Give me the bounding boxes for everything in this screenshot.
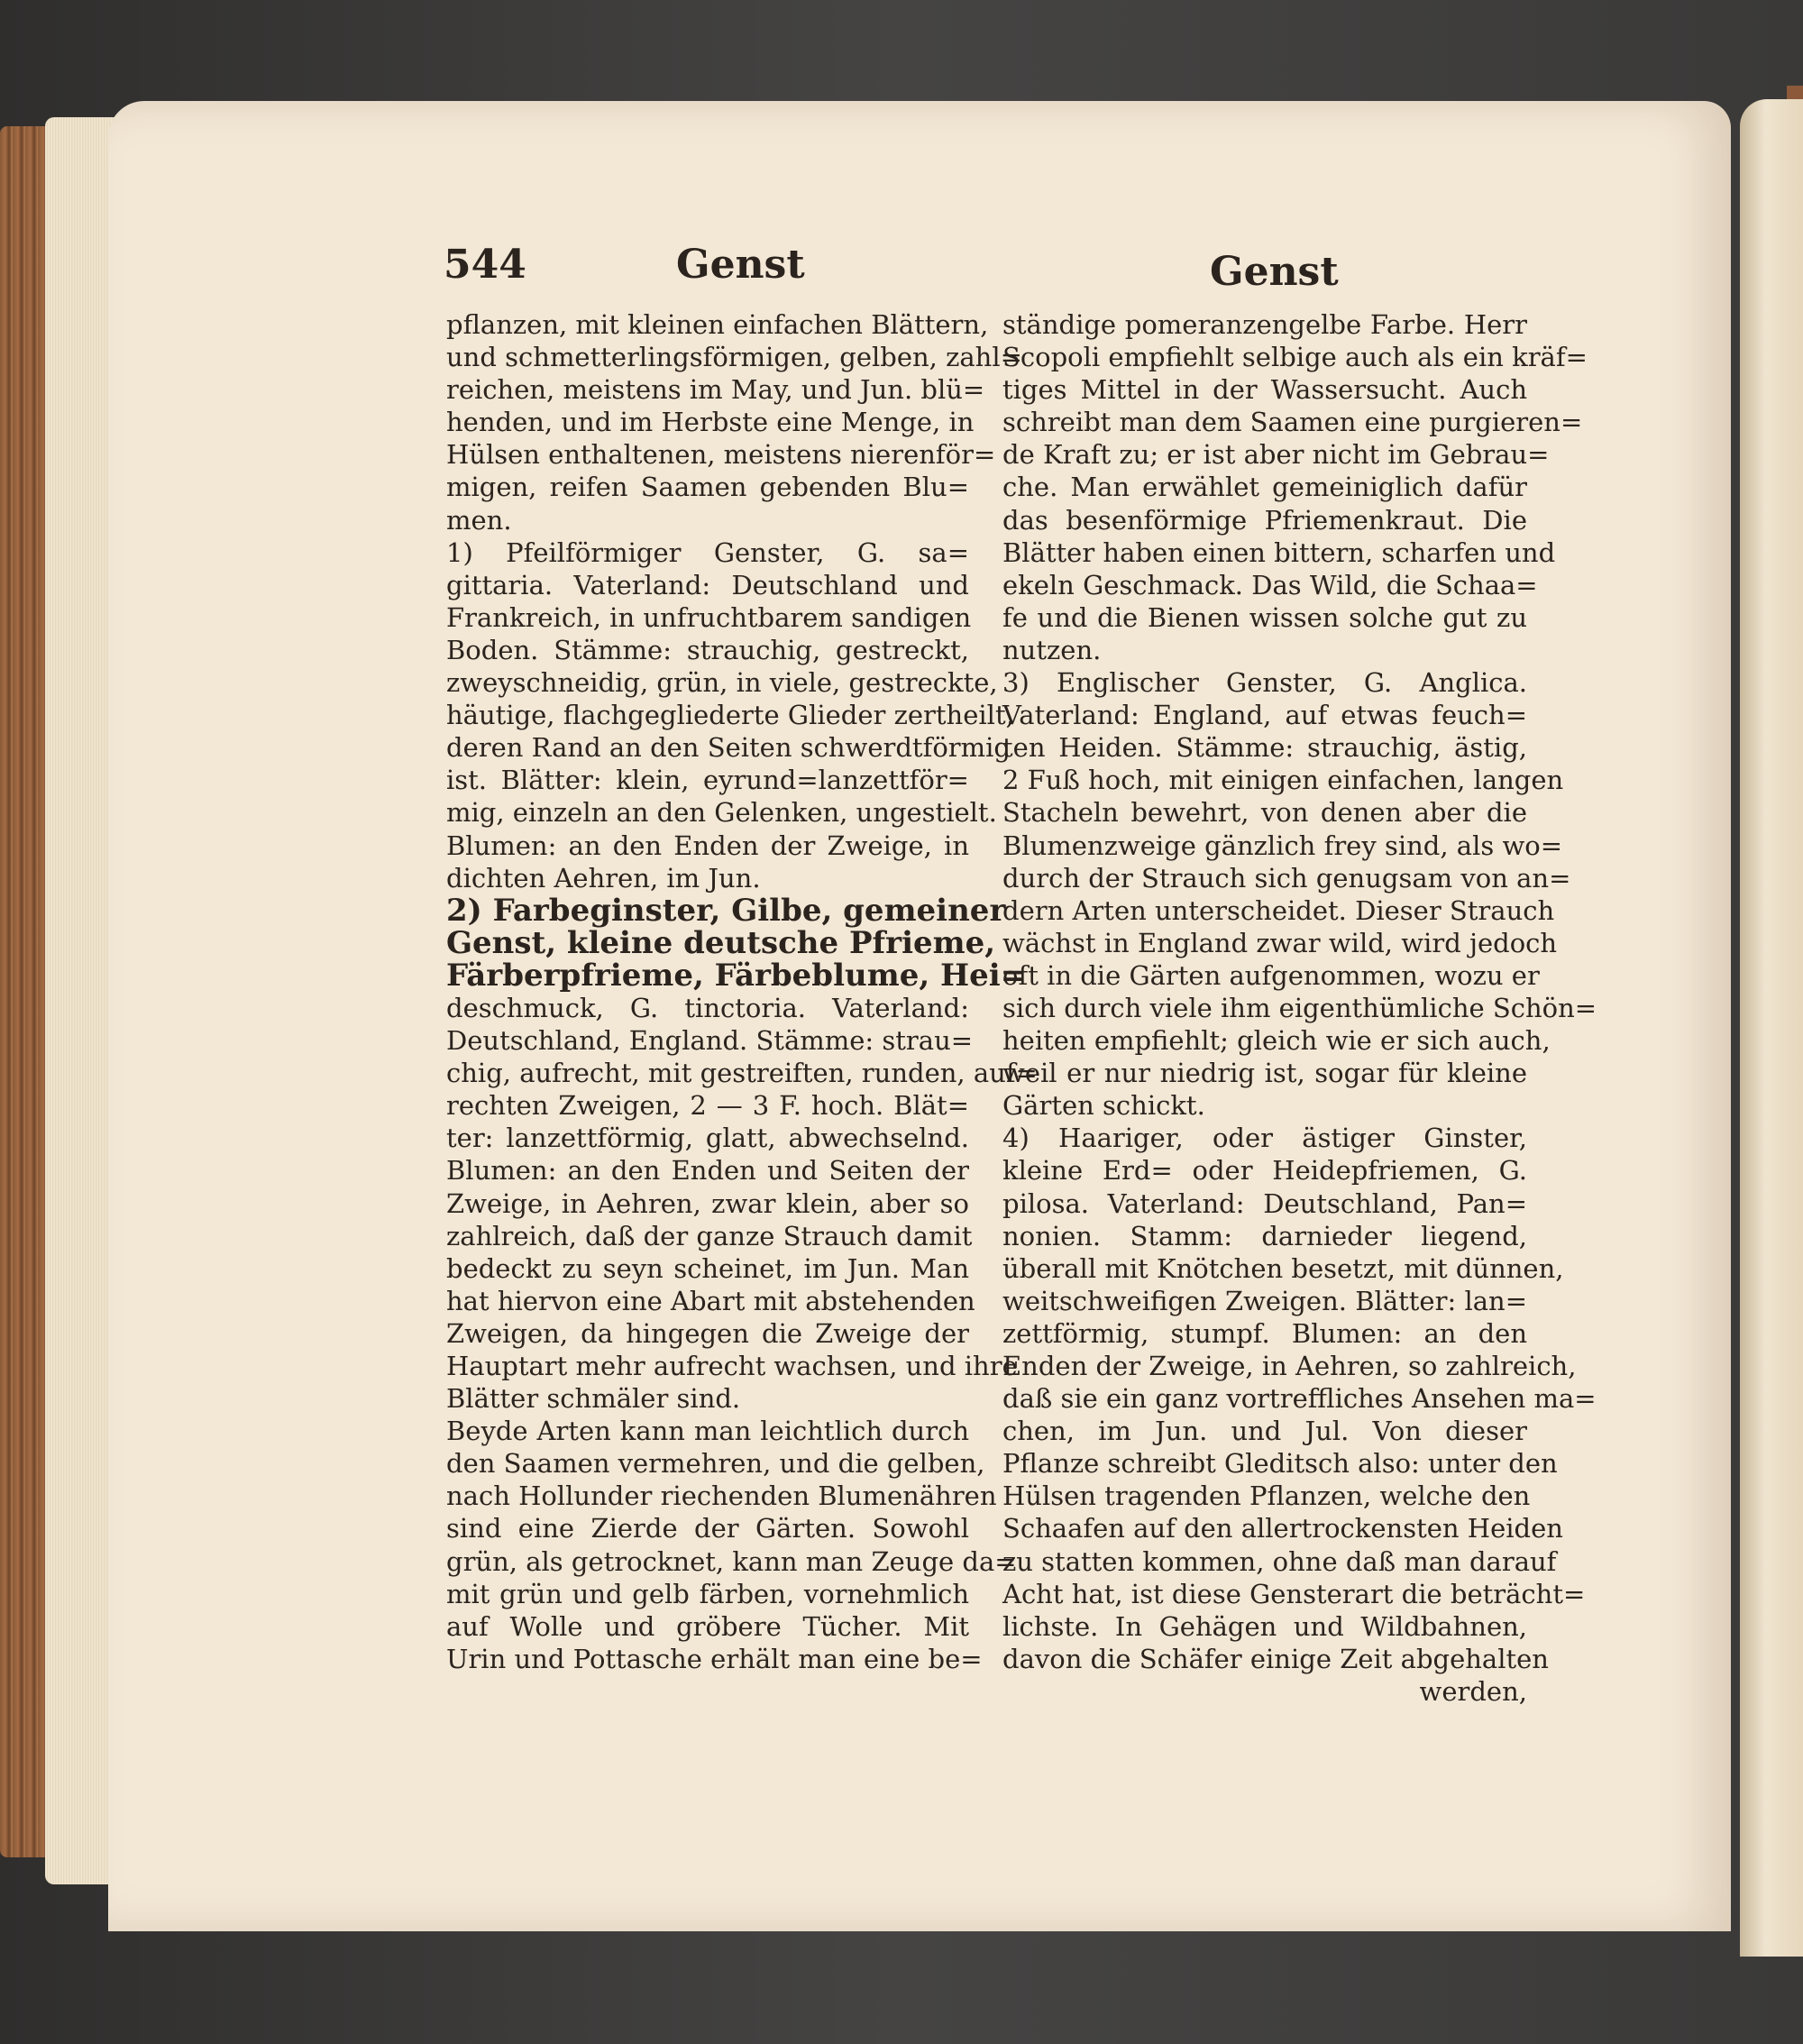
text-line: de Kraft zu; er ist aber nicht im Gebrau= [1002, 439, 1550, 471]
text-line: ten Heiden. Stämme: strauchig, ästig, [1002, 732, 1527, 764]
right-text-column [1002, 308, 1597, 1708]
text-line: 3) Englischer Genster, G. Anglica. [1002, 667, 1527, 699]
text-line: Hülsen tragenden Pflanzen, welche den [1002, 1480, 1531, 1512]
text-line: oft in die Gärten aufgenommen, wozu er [1002, 959, 1540, 991]
text-line: Scopoli empfiehlt selbige auch als ein kräf= [1002, 342, 1588, 373]
text-line: zahlreich, daß der ganze Strauch damit [446, 1220, 973, 1251]
text-line: Blätter haben einen bittern, scharfen und [1002, 536, 1556, 568]
text-line: hat hiervon eine Abart mit abstehenden [446, 1285, 975, 1316]
text-line: Pflanze schreibt Gleditsch also: unter den [1002, 1448, 1558, 1480]
text-line: ter: lanzettförmig, glatt, abwechselnd. [446, 1123, 969, 1154]
text-line: lichste. In Gehägen und Wildbahnen, [1002, 1610, 1527, 1642]
text-line: che. Man erwählet gemeiniglich dafür [1002, 472, 1527, 503]
text-line: nutzen. [1002, 634, 1102, 665]
text-line: Zweigen, da hingegen die Zweige der [446, 1317, 969, 1349]
text-line: deschmuck, G. tinctoria. Vaterland: [446, 992, 969, 1023]
text-line: Blumen: an den Enden der Zweige, in [446, 830, 969, 861]
text-line: rechten Zweigen, 2 — 3 F. hoch. Blät= [446, 1090, 969, 1122]
text-line: schreibt man dem Saamen eine purgieren= [1002, 407, 1583, 438]
text-line: Schaafen auf den allertrockensten Heiden [1002, 1513, 1563, 1544]
text-line: grün, als getrocknet, kann man Zeuge da= [446, 1545, 1017, 1577]
text-line: 2) Farbeginster, Gilbe, gemeiner [446, 892, 1006, 929]
text-line: deren Rand an den Seiten schwerdtförmig [446, 732, 1011, 764]
text-line: fe und die Bienen wissen solche gut zu [1002, 601, 1527, 633]
text-line: 4) Haariger, oder ästiger Ginster, [1002, 1123, 1527, 1154]
text-line: häutige, flachgegliederte Glieder zertheilt, [446, 700, 1014, 731]
text-line: nonien. Stamm: darnieder liegend, [1002, 1220, 1527, 1251]
text-line: Acht hat, ist diese Gensterart die beträcht= [1002, 1578, 1586, 1609]
text-line: zu statten kommen, ohne daß man darauf [1002, 1545, 1557, 1577]
text-line: mit grün und gelb färben, vornehmlich [446, 1578, 969, 1609]
running-head-right: Genst [1210, 249, 1339, 295]
text-line: mig, einzeln an den Gelenken, ungestielt. [446, 797, 997, 829]
text-line: weitschweifigen Zweigen. Blätter: lan= [1002, 1285, 1527, 1316]
text-line: sind eine Zierde der Gärten. Sowohl [446, 1513, 969, 1544]
text-line: dern Arten unterscheidet. Dieser Strauch [1002, 894, 1555, 926]
text-line: henden, und im Herbste eine Menge, in [446, 407, 975, 438]
text-line: ekeln Geschmack. Das Wild, die Schaa= [1002, 569, 1538, 600]
text-line: Beyde Arten kann man leichtlich durch [446, 1416, 969, 1447]
text-line: gittaria. Vaterland: Deutschland und [446, 569, 969, 600]
text-line: tiges Mittel in der Wassersucht. Auch [1002, 374, 1527, 406]
text-line: Blätter schmäler sind. [446, 1383, 741, 1415]
text-line: migen, reifen Saamen gebenden Blu= [446, 472, 969, 503]
text-line: men. [446, 504, 512, 536]
running-head-left: Genst [676, 242, 805, 288]
text-line: Boden. Stämme: strauchig, gestreckt, [446, 634, 969, 665]
text-line: Deutschland, England. Stämme: strau= [446, 1025, 974, 1057]
text-line: chig, aufrecht, mit gestreiften, runden, auf= [446, 1058, 1038, 1089]
text-line: auf Wolle und gröbere Tücher. Mit [446, 1610, 969, 1642]
text-line: chen, im Jun. und Jul. Von dieser [1002, 1416, 1527, 1447]
text-line: daß sie ein ganz vortreffliches Ansehen ma= [1002, 1383, 1597, 1415]
text-line: Blumen: an den Enden und Seiten der [446, 1155, 969, 1187]
right-page-edge [1740, 99, 1803, 1957]
text-line: dichten Aehren, im Jun. [446, 862, 761, 894]
text-line: Stacheln bewehrt, von denen aber die [1002, 797, 1527, 829]
text-line: Genst, kleine deutsche Pfrieme, [446, 924, 996, 961]
text-line: reichen, meistens im May, und Jun. blü= [446, 374, 985, 406]
page-number: 544 [444, 242, 526, 288]
text-line: sich durch viele ihm eigenthümliche Schön= [1002, 992, 1597, 1023]
text-line: überall mit Knötchen besetzt, mit dünnen, [1002, 1252, 1564, 1284]
text-line: durch der Strauch sich genugsam von an= [1002, 862, 1571, 894]
text-line: werden, [1419, 1675, 1527, 1707]
text-line: das besenförmige Pfriemenkraut. Die [1002, 504, 1527, 536]
text-line: Zweige, in Aehren, zwar klein, aber so [446, 1187, 969, 1219]
text-line: und schmetterlingsförmigen, gelben, zahl= [446, 342, 1022, 373]
text-line: bedeckt zu seyn scheinet, im Jun. Man [446, 1252, 969, 1284]
text-line: davon die Schäfer einige Zeit abgehalten [1002, 1643, 1549, 1674]
text-line: Hauptart mehr aufrecht wachsen, und ihre [446, 1351, 1018, 1381]
left-text-column [446, 308, 1038, 1675]
text-line: wächst in England zwar wild, wird jedoch [1002, 927, 1558, 958]
text-line: pflanzen, mit kleinen einfachen Blättern, [446, 309, 989, 340]
text-line: 1) Pfeilförmiger Genster, G. sa= [446, 536, 969, 568]
text-line: Enden der Zweige, in Aehren, so zahlreich, [1002, 1351, 1577, 1381]
text-line: weil er nur niedrig ist, sogar für kleine [1002, 1058, 1527, 1089]
text-line: Hülsen enthaltenen, meistens nierenför= [446, 439, 996, 471]
text-line: ständige pomeranzengelbe Farbe. Herr [1002, 309, 1527, 340]
text-line: nach Hollunder riechenden Blumenähren [446, 1480, 997, 1512]
text-line: pilosa. Vaterland: Deutschland, Pan= [1002, 1187, 1527, 1219]
text-line: zettförmig, stumpf. Blumen: an den [1002, 1317, 1527, 1349]
text-line: Gärten schickt. [1002, 1090, 1205, 1122]
text-line: den Saamen vermehren, und die gelben, [446, 1448, 985, 1480]
text-line: Vaterland: England, auf etwas feuch= [1002, 700, 1527, 731]
text-line: Färberpfrieme, Färbeblume, Hei= [446, 957, 1027, 994]
text-line: 2 Fuß hoch, mit einigen einfachen, langen [1002, 765, 1564, 796]
text-line: heiten empfiehlt; gleich wie er sich auch, [1002, 1025, 1551, 1057]
text-line: Blumenzweige gänzlich frey sind, als wo= [1002, 830, 1563, 861]
text-line: ist. Blätter: klein, eyrund=lanzettför= [446, 765, 969, 796]
text-line: Urin und Pottasche erhält man eine be= [446, 1643, 983, 1674]
text-line: kleine Erd= oder Heidepfriemen, G. [1002, 1155, 1527, 1187]
text-line: zweyschneidig, grün, in viele, gestreckte, [446, 667, 998, 699]
text-line: Frankreich, in unfruchtbarem sandigen [446, 601, 972, 633]
